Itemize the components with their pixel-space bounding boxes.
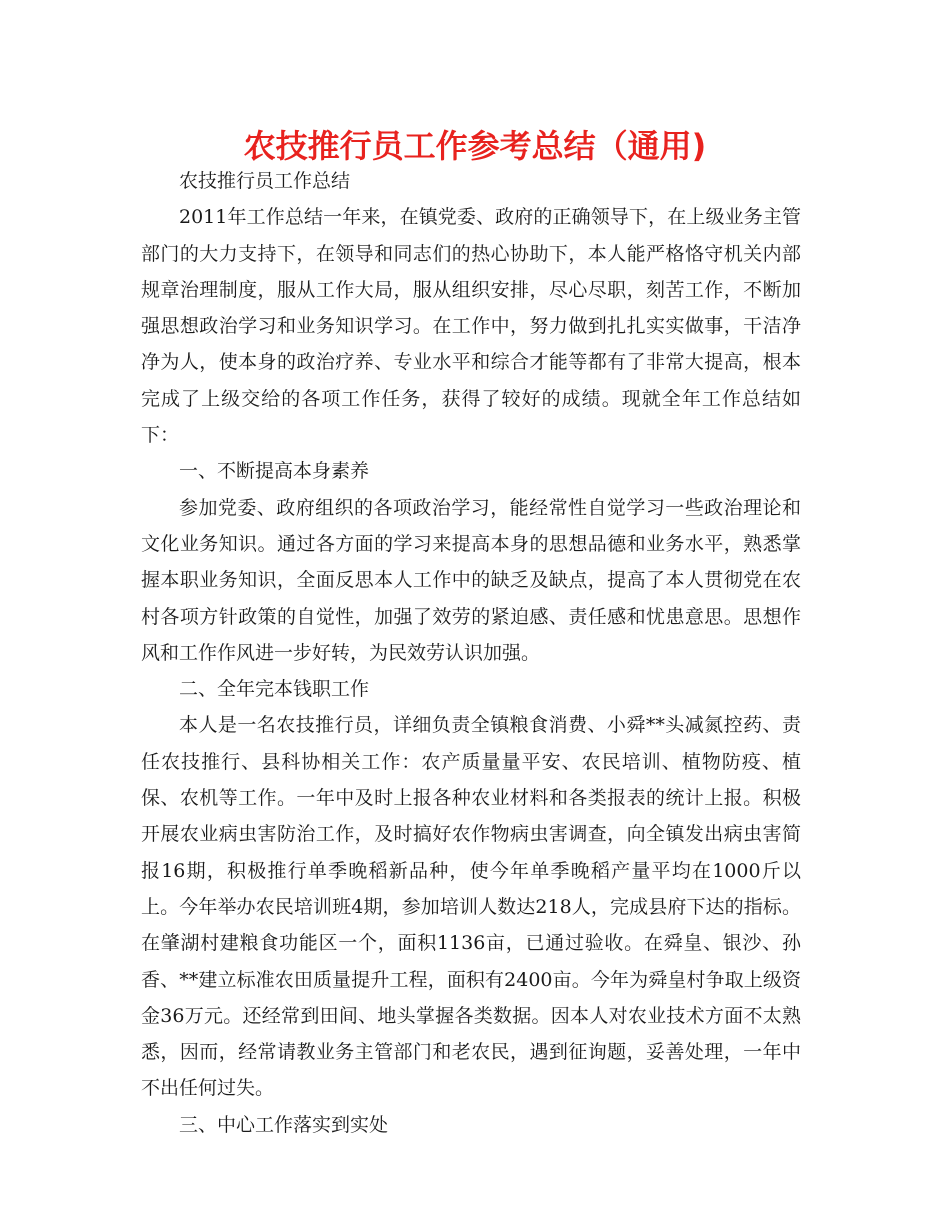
section-heading-3: 三、中心工作落实到实处 xyxy=(179,1113,389,1136)
section-2-paragraph: 本人是一名农技推行员，详细负责全镇粮食消费、小舜**头减氮控药、责任农技推行、县科协相关工作：农产质量量平安、农民培训、植物防疫、植保、农机等工作。一年中及时上报各种农业材料和各类报表的统计上报。积极开展农业病虫害防治工作，及时搞好农作物病虫害调查，向全镇发出病虫害简报16期，积极推行单季晚稻新品种，使今年单季晚稻产量平均在1000斤以上。今年举办农民培训班4期，参加培训人数达218人，完成县府下达的指标。在肇湖村建粮食功能区一个，面积1136亩，已通过验收。在舜皇、银沙、孙香、**建立标准农田质量提升工程，面积有2400亩。今年为舜皇村争取上级资金36万元。还经常到田间、地头掌握各类数据。因本人对农业技术方面不太熟悉，因而，经常请教业务主管部门和老农民，遇到征询题，妥善处理，一年中不出任何过失。 xyxy=(141,714,801,1100)
subtitle-paragraph: 农技推行员工作总结 xyxy=(179,170,351,192)
document-title: 农技推行员工作参考总结（通用) xyxy=(243,127,707,165)
document-body xyxy=(141,163,801,1143)
section-heading-2: 二、全年完本钱职工作 xyxy=(179,678,370,701)
section-heading-1: 一、不断提高本身素养 xyxy=(179,460,370,483)
intro-paragraph: 2011年工作总结一年来，在镇党委、政府的正确领导下，在上级业务主管部门的大力支持下，在领导和同志们的热心协助下，本人能严格恪守机关内部规章治理制度，服从工作大局，服从组织安排，尽心尽职，刻苦工作，不断加强思想政治学习和业务知识学习。在工作中，努力做到扎扎实实做事，干洁净净为人，使本身的政治疗养、专业水平和综合才能等都有了非常大提高，根本完成了上级交给的各项工作任务，获得了较好的成绩。现就全年工作总结如下： xyxy=(141,206,801,447)
section-1-paragraph: 参加党委、政府组织的各项政治学习，能经常性自觉学习一些政治理论和文化业务知识。通过各方面的学习来提高本身的思想品德和业务水平，熟悉掌握本职业务知识，全面反思本人工作中的缺乏及缺点，提高了本人贯彻党在农村各项方针政策的自觉性，加强了效劳的紧迫感、责任感和忧患意思。思想作风和工作作风进一步好转，为民效劳认识加强。 xyxy=(141,496,801,664)
